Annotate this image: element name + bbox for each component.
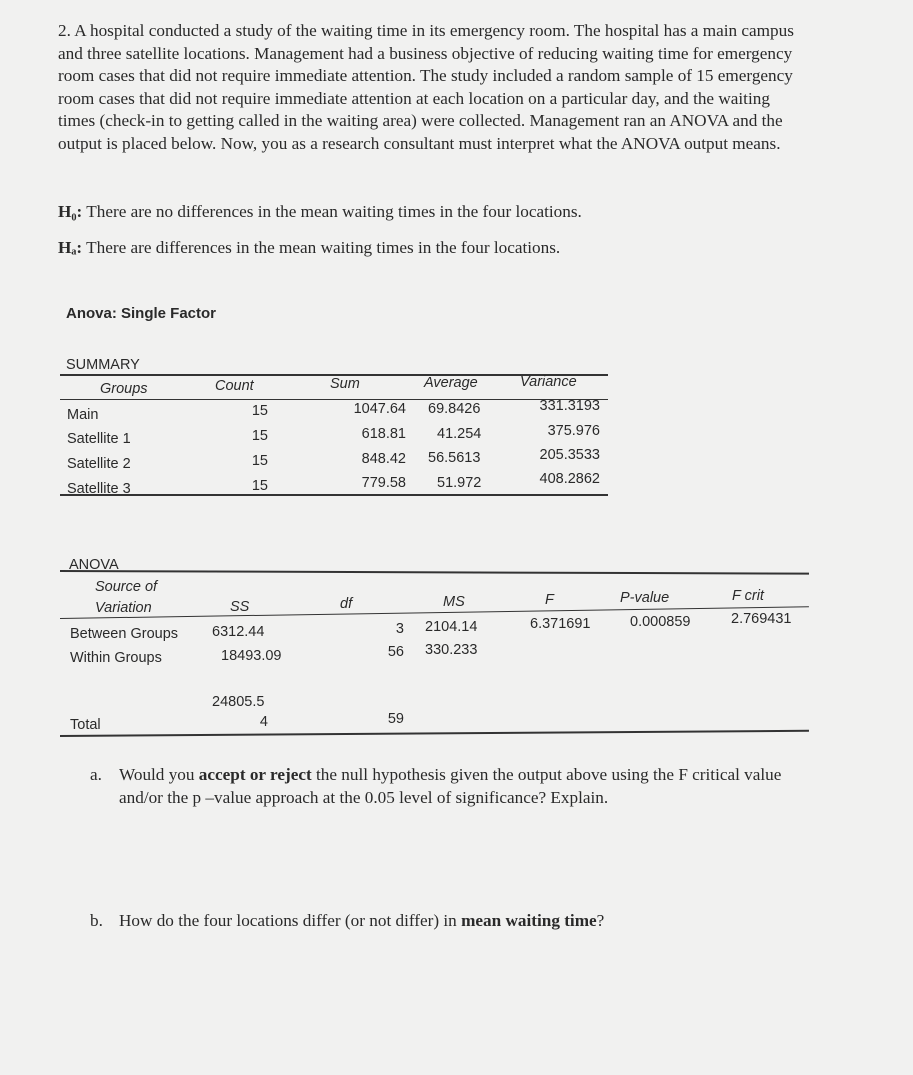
summary-title: SUMMARY xyxy=(66,357,140,373)
summary-row-main-group: Main xyxy=(67,407,99,423)
null-hypothesis xyxy=(58,201,582,223)
summary-row-sat2-count: 15 xyxy=(251,453,268,469)
anova-within-ss: 18493.09 xyxy=(221,648,282,664)
anova-header-ms: MS xyxy=(443,594,465,610)
summary-row-sat1-sum: 618.81 xyxy=(361,426,406,442)
summary-row-sat3-variance: 408.2862 xyxy=(539,471,600,487)
summary-row-sat1-group: Satellite 1 xyxy=(67,431,131,447)
anova-between-ms: 2104.14 xyxy=(425,619,478,635)
summary-row-sat2-average: 56.5613 xyxy=(428,450,481,466)
anova-header-source-line1: Source of xyxy=(95,579,158,595)
summary-row-main-variance: 331.3193 xyxy=(539,398,600,414)
alternative-hypothesis-text: There are differences in the mean waiting times in the four locations. xyxy=(86,238,561,257)
question-a-post: the null hypothesis given the output above using the F critical value and/or the p –value approach at the 0.05 level of significance? Explain. xyxy=(119,765,782,807)
summary-bottom-rule xyxy=(60,494,608,496)
anova-header-source-line2: Variation xyxy=(95,600,152,616)
anova-within-df: 56 xyxy=(387,644,404,660)
summary-row-sat3-count: 15 xyxy=(251,478,268,494)
summary-header-sum: Sum xyxy=(330,376,360,392)
anova-total-df: 59 xyxy=(387,711,404,727)
alternative-hypothesis-label: Hₐ: xyxy=(58,238,83,257)
problem-statement: 2. A hospital conducted a study of the waiting time in its emergency room. The hospital has a main campus and three satellite locations. Management had a business objective of reducing waiting time for emergency room cases that did not require immediate attention. The study included a random sample of 15 emergency room cases that did not require immediate attention at each location on a particular day, and the waiting times (check-in to getting called in the waiting area) were collected. Management ran an ANOVA and the output is placed below. Now, you as a research consultant must interpret what the ANOVA output means. xyxy=(58,21,794,153)
anova-total-label: Total xyxy=(70,717,101,733)
null-hypothesis-text: There are no differences in the mean waiting times in the four locations. xyxy=(86,202,582,221)
summary-row-sat1-count: 15 xyxy=(251,428,268,444)
anova-between-label: Between Groups xyxy=(70,626,179,642)
summary-row-sat1-variance: 375.976 xyxy=(547,423,600,439)
anova-within-ms: 330.233 xyxy=(425,642,478,658)
question-b-pre: How do the four locations differ (or not differ) in xyxy=(119,911,462,930)
summary-row-sat2-sum: 848.42 xyxy=(361,451,406,467)
question-b-bold: mean waiting time xyxy=(461,911,597,930)
anova-between-df: 3 xyxy=(395,621,404,637)
question-a-label: a. xyxy=(90,765,102,784)
summary-row-sat2-group: Satellite 2 xyxy=(67,456,131,472)
question-a-pre: Would you xyxy=(119,765,199,784)
summary-row-main-sum: 1047.64 xyxy=(353,401,406,417)
question-b-label: b. xyxy=(90,911,103,930)
anova-top-rule xyxy=(60,570,809,575)
anova-table-title: ANOVA xyxy=(69,557,119,573)
summary-row-main-average: 69.8426 xyxy=(428,401,481,417)
summary-header-count: Count xyxy=(215,378,254,394)
summary-row-sat3-average: 51.972 xyxy=(437,475,482,491)
summary-row-main-count: 15 xyxy=(251,403,268,419)
anova-header-df: df xyxy=(340,596,353,612)
anova-header-fcrit: F crit xyxy=(732,588,764,604)
summary-header-groups: Groups xyxy=(100,381,148,397)
anova-header-ss: SS xyxy=(230,599,250,615)
summary-row-sat3-sum: 779.58 xyxy=(361,475,406,491)
anova-header-rule xyxy=(60,606,809,619)
anova-between-f: 6.371691 xyxy=(530,616,591,632)
question-b-text xyxy=(119,910,799,933)
anova-total-ss-line2: 4 xyxy=(259,714,268,730)
anova-between-fcrit: 2.769431 xyxy=(731,611,792,627)
summary-row-sat1-average: 41.254 xyxy=(437,426,482,442)
alternative-hypothesis xyxy=(58,237,560,259)
anova-between-pvalue: 0.000859 xyxy=(630,614,691,630)
question-a-text xyxy=(119,764,799,809)
anova-total-ss-line1: 24805.5 xyxy=(212,694,265,710)
question-b-post: ? xyxy=(596,911,605,930)
anova-title: Anova: Single Factor xyxy=(66,305,217,322)
summary-header-average: Average xyxy=(424,375,478,391)
anova-header-pvalue: P-value xyxy=(620,590,670,606)
summary-row-sat2-variance: 205.3533 xyxy=(539,447,600,463)
null-hypothesis-label: H₀: xyxy=(58,202,83,221)
anova-header-f: F xyxy=(545,592,554,608)
question-a-bold: accept or reject xyxy=(198,765,312,784)
anova-within-label: Within Groups xyxy=(70,650,162,666)
anova-bottom-rule xyxy=(60,730,809,737)
summary-row-sat3-group: Satellite 3 xyxy=(67,481,131,497)
summary-header-variance: Variance xyxy=(520,374,577,390)
anova-between-ss: 6312.44 xyxy=(212,624,265,640)
